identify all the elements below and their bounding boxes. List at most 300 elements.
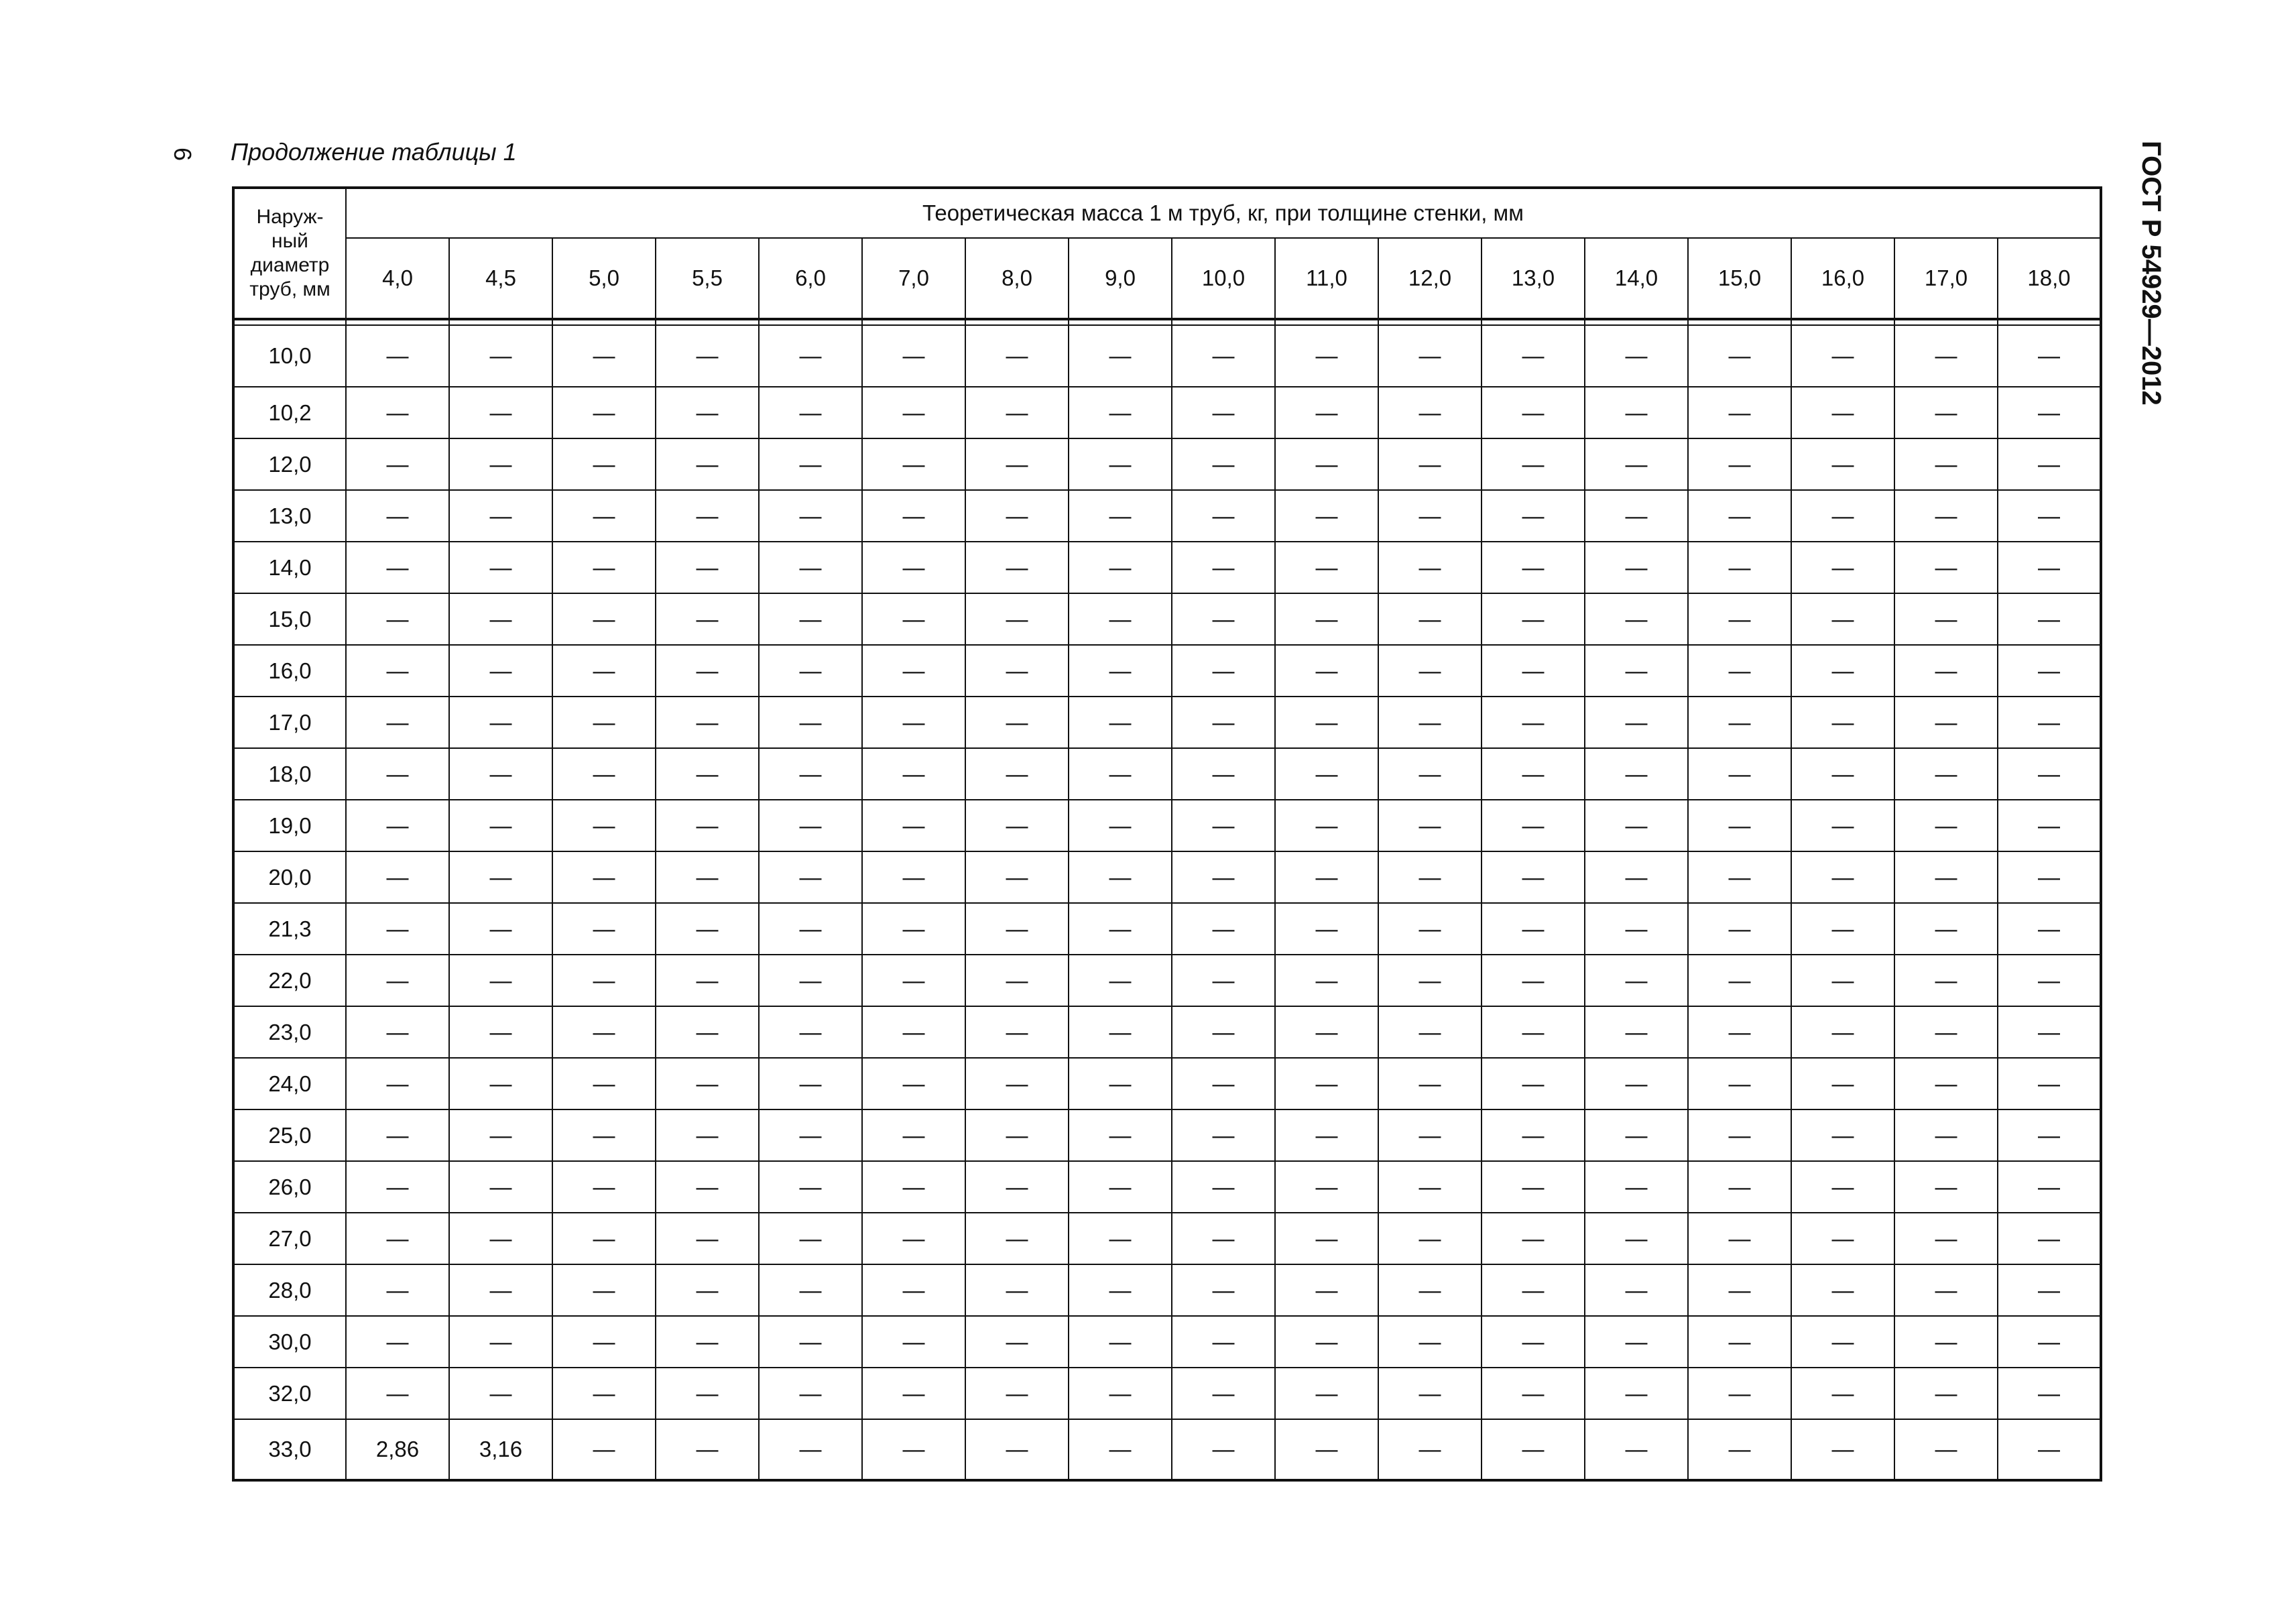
mass-value-cell: —: [449, 800, 552, 851]
mass-value-cell: —: [1069, 645, 1172, 697]
mass-value-cell: —: [759, 490, 862, 542]
mass-value-cell: —: [1998, 955, 2101, 1006]
outer-diameter-cell: 12,0: [233, 438, 346, 490]
mass-value-cell: —: [1585, 490, 1688, 542]
mass-value-cell: —: [862, 645, 965, 697]
mass-value-cell: —: [346, 1316, 449, 1368]
mass-value-cell: —: [1894, 1006, 1998, 1058]
mass-value-cell: —: [1688, 800, 1791, 851]
mass-value-cell: —: [862, 1419, 965, 1480]
table-row: [233, 542, 2101, 593]
mass-value-cell: —: [1585, 542, 1688, 593]
mass-value-cell: —: [1791, 1161, 1894, 1213]
mass-value-cell: —: [1172, 1006, 1275, 1058]
table-row: [233, 1213, 2101, 1264]
wall-thickness-header: 4,0: [346, 238, 449, 319]
mass-value-cell: —: [1894, 800, 1998, 851]
mass-value-cell: —: [552, 1264, 656, 1316]
mass-value-cell: —: [1998, 1316, 2101, 1368]
mass-value-cell: —: [656, 1058, 759, 1109]
mass-value-cell: —: [1275, 748, 1378, 800]
mass-value-cell: —: [1172, 438, 1275, 490]
mass-value-cell: —: [1585, 1368, 1688, 1419]
mass-value-cell: —: [1482, 542, 1585, 593]
outer-diameter-cell: 25,0: [233, 1109, 346, 1161]
mass-value-cell: —: [449, 903, 552, 955]
header-separator-row: [233, 319, 2101, 325]
mass-value-cell: —: [862, 387, 965, 438]
mass-value-cell: —: [1378, 438, 1482, 490]
separator-cell: [1998, 319, 2101, 325]
mass-value-cell: —: [346, 593, 449, 645]
mass-value-cell: —: [656, 1419, 759, 1480]
mass-value-cell: —: [656, 645, 759, 697]
mass-value-cell: —: [1172, 1368, 1275, 1419]
table-row: [233, 1368, 2101, 1419]
mass-value-cell: —: [1585, 800, 1688, 851]
mass-value-cell: —: [1688, 645, 1791, 697]
mass-value-cell: —: [1172, 490, 1275, 542]
mass-value-cell: —: [759, 1161, 862, 1213]
table-row: [233, 645, 2101, 697]
mass-value-cell: —: [1482, 697, 1585, 748]
outer-diameter-cell: 18,0: [233, 748, 346, 800]
mass-value-cell: —: [1069, 1213, 1172, 1264]
mass-value-cell: —: [1069, 325, 1172, 387]
mass-value-cell: —: [862, 903, 965, 955]
mass-value-cell: —: [1998, 851, 2101, 903]
mass-value-cell: —: [346, 387, 449, 438]
mass-value-cell: —: [1894, 490, 1998, 542]
mass-value-cell: —: [1482, 903, 1585, 955]
wall-thickness-header: 10,0: [1172, 238, 1275, 319]
mass-value-cell: —: [1275, 593, 1378, 645]
table-row: [233, 490, 2101, 542]
mass-value-cell: —: [965, 387, 1069, 438]
table-row: [233, 955, 2101, 1006]
mass-value-cell: —: [759, 1058, 862, 1109]
mass-value-cell: —: [1172, 645, 1275, 697]
mass-value-cell: —: [965, 1161, 1069, 1213]
mass-value-cell: —: [1688, 325, 1791, 387]
outer-diameter-header-line: ный: [271, 230, 308, 252]
mass-value-cell: —: [1585, 903, 1688, 955]
mass-value-cell: —: [552, 903, 656, 955]
mass-value-cell: —: [965, 1058, 1069, 1109]
mass-value-cell: —: [346, 325, 449, 387]
mass-value-cell: —: [552, 748, 656, 800]
mass-value-cell: —: [1275, 800, 1378, 851]
mass-value-cell: —: [862, 851, 965, 903]
mass-value-cell: —: [965, 748, 1069, 800]
outer-diameter-cell: 28,0: [233, 1264, 346, 1316]
mass-value-cell: —: [449, 1316, 552, 1368]
mass-value-cell: —: [1378, 325, 1482, 387]
mass-value-cell: —: [1172, 1161, 1275, 1213]
mass-value-cell: —: [1275, 1316, 1378, 1368]
mass-value-cell: —: [1482, 438, 1585, 490]
separator-cell: [1378, 319, 1482, 325]
mass-value-cell: —: [759, 851, 862, 903]
mass-value-cell: —: [346, 1006, 449, 1058]
mass-value-cell: —: [759, 1316, 862, 1368]
mass-value-cell: —: [1894, 903, 1998, 955]
wall-thickness-header: 6,0: [759, 238, 862, 319]
mass-value-cell: —: [1791, 645, 1894, 697]
mass-value-cell: —: [862, 697, 965, 748]
mass-value-cell: —: [1688, 1316, 1791, 1368]
mass-value-cell: —: [656, 697, 759, 748]
mass-value-cell: —: [346, 645, 449, 697]
mass-value-cell: —: [1585, 387, 1688, 438]
mass-value-cell: —: [1688, 903, 1791, 955]
mass-value-cell: —: [449, 387, 552, 438]
mass-value-cell: —: [552, 800, 656, 851]
mass-value-cell: —: [1688, 1264, 1791, 1316]
table-row: [233, 325, 2101, 387]
separator-cell: [346, 319, 449, 325]
mass-value-cell: —: [1069, 1264, 1172, 1316]
separator-cell: [1688, 319, 1791, 325]
mass-value-cell: —: [1894, 1109, 1998, 1161]
mass-value-cell: —: [965, 542, 1069, 593]
mass-value-cell: —: [346, 697, 449, 748]
mass-value-cell: —: [759, 1264, 862, 1316]
mass-value-cell: —: [1172, 325, 1275, 387]
mass-value-cell: —: [1791, 1058, 1894, 1109]
mass-value-cell: —: [449, 593, 552, 645]
mass-value-cell: —: [1378, 645, 1482, 697]
mass-value-cell: —: [552, 490, 656, 542]
mass-value-cell: —: [1172, 800, 1275, 851]
mass-value-cell: —: [1894, 438, 1998, 490]
mass-value-cell: —: [656, 1161, 759, 1213]
outer-diameter-header-line: труб, мм: [249, 278, 330, 300]
mass-value-cell: —: [1998, 1006, 2101, 1058]
mass-value-cell: —: [1998, 490, 2101, 542]
mass-value-cell: —: [1585, 438, 1688, 490]
separator-cell: [1894, 319, 1998, 325]
mass-value-cell: —: [346, 955, 449, 1006]
outer-diameter-cell: 22,0: [233, 955, 346, 1006]
mass-value-cell: —: [1275, 851, 1378, 903]
mass-value-cell: —: [1791, 1109, 1894, 1161]
mass-value-cell: —: [965, 593, 1069, 645]
table-row: [233, 1316, 2101, 1368]
mass-value-cell: —: [552, 1368, 656, 1419]
mass-value-cell: —: [656, 1316, 759, 1368]
mass-value-cell: —: [656, 387, 759, 438]
mass-value-cell: —: [1791, 903, 1894, 955]
mass-value-cell: —: [346, 1213, 449, 1264]
mass-value-cell: —: [1791, 1368, 1894, 1419]
outer-diameter-cell: 32,0: [233, 1368, 346, 1419]
mass-value-cell: —: [1894, 697, 1998, 748]
mass-value-cell: —: [552, 325, 656, 387]
mass-value-cell: —: [1585, 697, 1688, 748]
mass-value-cell: —: [552, 1109, 656, 1161]
table-row: [233, 593, 2101, 645]
outer-diameter-cell: 10,0: [233, 325, 346, 387]
mass-value-cell: —: [759, 325, 862, 387]
mass-value-cell: —: [1688, 748, 1791, 800]
mass-value-cell: —: [1791, 697, 1894, 748]
mass-value-cell: —: [1791, 325, 1894, 387]
mass-value-cell: —: [552, 1161, 656, 1213]
mass-value-cell: —: [1482, 1006, 1585, 1058]
mass-value-cell: —: [1172, 593, 1275, 645]
outer-diameter-cell: 23,0: [233, 1006, 346, 1058]
mass-value-cell: —: [1791, 1006, 1894, 1058]
mass-value-cell: —: [1378, 542, 1482, 593]
mass-value-cell: —: [346, 1264, 449, 1316]
mass-value-cell: —: [862, 1264, 965, 1316]
wall-thickness-header: 5,5: [656, 238, 759, 319]
mass-value-cell: —: [1894, 1058, 1998, 1109]
mass-value-cell: —: [1894, 748, 1998, 800]
mass-value-cell: —: [1275, 645, 1378, 697]
mass-value-cell: —: [759, 697, 862, 748]
mass-value-cell: —: [1482, 1058, 1585, 1109]
wall-thickness-header: 9,0: [1069, 238, 1172, 319]
mass-value-cell: —: [1275, 1264, 1378, 1316]
mass-value-cell: —: [449, 1058, 552, 1109]
outer-diameter-cell: 19,0: [233, 800, 346, 851]
mass-value-cell: —: [862, 438, 965, 490]
theoretical-mass-header: Теоретическая масса 1 м труб, кг, при толщине стенки, мм: [346, 188, 2101, 238]
mass-value-cell: —: [1069, 851, 1172, 903]
mass-value-cell: —: [552, 697, 656, 748]
mass-value-cell: —: [1791, 593, 1894, 645]
mass-value-cell: —: [552, 387, 656, 438]
outer-diameter-header-line: диаметр: [250, 254, 330, 276]
mass-value-cell: —: [1378, 387, 1482, 438]
mass-value-cell: —: [656, 490, 759, 542]
mass-value-cell: —: [449, 490, 552, 542]
table-row: [233, 1264, 2101, 1316]
mass-value-cell: —: [759, 438, 862, 490]
mass-value-cell: —: [965, 1213, 1069, 1264]
mass-value-cell: —: [1894, 851, 1998, 903]
mass-value-cell: —: [449, 542, 552, 593]
mass-value-cell: —: [449, 1213, 552, 1264]
mass-value-cell: —: [552, 542, 656, 593]
mass-value-cell: —: [1998, 1419, 2101, 1480]
mass-value-cell: —: [1275, 542, 1378, 593]
mass-value-cell: —: [1482, 387, 1585, 438]
mass-value-cell: —: [1069, 387, 1172, 438]
mass-value-cell: —: [1275, 325, 1378, 387]
mass-value-cell: —: [862, 748, 965, 800]
mass-value-cell: —: [1275, 1058, 1378, 1109]
outer-diameter-cell: 21,3: [233, 903, 346, 955]
mass-value-cell: —: [1585, 955, 1688, 1006]
mass-value-cell: —: [1998, 1109, 2101, 1161]
mass-value-cell: —: [1275, 490, 1378, 542]
mass-value-cell: —: [1069, 697, 1172, 748]
mass-value-cell: —: [1482, 1109, 1585, 1161]
wall-thickness-header: 5,0: [552, 238, 656, 319]
mass-value-cell: —: [1482, 1419, 1585, 1480]
mass-value-cell: —: [1894, 325, 1998, 387]
outer-diameter-cell: 16,0: [233, 645, 346, 697]
separator-cell: [1791, 319, 1894, 325]
mass-value-cell: —: [1069, 490, 1172, 542]
outer-diameter-cell: 17,0: [233, 697, 346, 748]
mass-value-cell: —: [1585, 1419, 1688, 1480]
wall-thickness-header: 17,0: [1894, 238, 1998, 319]
mass-value-cell: —: [759, 645, 862, 697]
mass-value-cell: —: [965, 1109, 1069, 1161]
table-row: [233, 697, 2101, 748]
mass-value-cell: —: [449, 697, 552, 748]
mass-value-cell: —: [1688, 697, 1791, 748]
mass-value-cell: —: [965, 645, 1069, 697]
mass-value-cell: —: [1688, 438, 1791, 490]
mass-value-cell: —: [346, 1058, 449, 1109]
mass-value-cell: —: [656, 748, 759, 800]
mass-value-cell: —: [759, 800, 862, 851]
mass-value-cell: —: [759, 955, 862, 1006]
mass-value-cell: —: [1894, 1264, 1998, 1316]
mass-value-cell: —: [1688, 955, 1791, 1006]
separator-cell: [1275, 319, 1378, 325]
separator-cell: [862, 319, 965, 325]
mass-value-cell: —: [1585, 1264, 1688, 1316]
mass-value-cell: —: [656, 1109, 759, 1161]
mass-value-cell: —: [1378, 1006, 1482, 1058]
mass-value-cell: —: [449, 851, 552, 903]
mass-value-cell: —: [1688, 593, 1791, 645]
mass-value-cell: —: [449, 1109, 552, 1161]
mass-value-cell: —: [1585, 1316, 1688, 1368]
mass-value-cell: —: [1172, 387, 1275, 438]
mass-value-cell: —: [656, 438, 759, 490]
mass-value-cell: —: [1378, 851, 1482, 903]
wall-thickness-header: 18,0: [1998, 238, 2101, 319]
mass-value-cell: —: [1998, 1264, 2101, 1316]
mass-value-cell: —: [1688, 1161, 1791, 1213]
mass-value-cell: —: [1378, 1419, 1482, 1480]
mass-value-cell: —: [1791, 438, 1894, 490]
mass-value-cell: —: [1378, 748, 1482, 800]
mass-value-cell: —: [965, 1419, 1069, 1480]
mass-value-cell: —: [346, 800, 449, 851]
mass-value-cell: —: [862, 800, 965, 851]
mass-value-cell: —: [759, 1419, 862, 1480]
mass-value-cell: —: [1378, 490, 1482, 542]
mass-value-cell: —: [1069, 800, 1172, 851]
mass-value-cell: —: [759, 387, 862, 438]
mass-value-cell: —: [346, 903, 449, 955]
wall-thickness-header: 8,0: [965, 238, 1069, 319]
mass-value-cell: —: [1482, 593, 1585, 645]
mass-value-cell: —: [1688, 1006, 1791, 1058]
mass-value-cell: —: [1585, 325, 1688, 387]
table-caption: Продолжение таблицы 1: [231, 138, 517, 166]
mass-value-cell: —: [656, 955, 759, 1006]
mass-value-cell: —: [449, 1006, 552, 1058]
mass-value-cell: —: [1482, 1213, 1585, 1264]
mass-value-cell: —: [1894, 1213, 1998, 1264]
mass-value-cell: —: [1998, 542, 2101, 593]
mass-value-cell: —: [1275, 1368, 1378, 1419]
mass-value-cell: —: [1069, 903, 1172, 955]
table-row: [233, 800, 2101, 851]
mass-value-cell: —: [862, 1161, 965, 1213]
mass-value-cell: —: [449, 1264, 552, 1316]
outer-diameter-cell: 33,0: [233, 1419, 346, 1480]
mass-value-cell: —: [965, 800, 1069, 851]
separator-cell: [233, 319, 346, 325]
mass-value-cell: —: [862, 1316, 965, 1368]
mass-value-cell: —: [1378, 1264, 1482, 1316]
mass-value-cell: —: [449, 748, 552, 800]
mass-value-cell: —: [1894, 1368, 1998, 1419]
mass-value-cell: —: [1275, 1006, 1378, 1058]
mass-value-cell: —: [1275, 903, 1378, 955]
mass-value-cell: 2,86: [346, 1419, 449, 1480]
mass-value-cell: —: [759, 903, 862, 955]
mass-value-cell: —: [346, 748, 449, 800]
mass-value-cell: —: [1378, 800, 1482, 851]
mass-value-cell: —: [1998, 593, 2101, 645]
mass-value-cell: —: [1378, 593, 1482, 645]
outer-diameter-cell: 15,0: [233, 593, 346, 645]
outer-diameter-cell: 14,0: [233, 542, 346, 593]
mass-value-cell: —: [759, 1109, 862, 1161]
mass-value-cell: —: [1688, 542, 1791, 593]
mass-value-cell: —: [346, 490, 449, 542]
mass-value-cell: —: [1791, 542, 1894, 593]
mass-value-cell: —: [552, 1058, 656, 1109]
mass-value-cell: —: [1894, 1419, 1998, 1480]
table-row: [233, 851, 2101, 903]
mass-value-cell: —: [1069, 1419, 1172, 1480]
table-row: [233, 1419, 2101, 1480]
outer-diameter-cell: 20,0: [233, 851, 346, 903]
outer-diameter-header: [233, 188, 346, 319]
mass-value-cell: —: [1069, 1316, 1172, 1368]
mass-value-cell: —: [1482, 325, 1585, 387]
outer-diameter-header-line: Наруж-: [256, 206, 324, 228]
mass-value-cell: —: [449, 645, 552, 697]
outer-diameter-cell: 10,2: [233, 387, 346, 438]
mass-value-cell: —: [1378, 1161, 1482, 1213]
mass-value-cell: —: [1585, 1109, 1688, 1161]
mass-value-cell: —: [1069, 1006, 1172, 1058]
mass-value-cell: —: [1894, 593, 1998, 645]
table-row: [233, 748, 2101, 800]
mass-value-cell: —: [1998, 1058, 2101, 1109]
mass-value-cell: —: [1585, 1058, 1688, 1109]
wall-thickness-header: 16,0: [1791, 238, 1894, 319]
mass-value-cell: —: [1482, 1264, 1585, 1316]
mass-value-cell: —: [1998, 748, 2101, 800]
mass-value-cell: —: [1998, 645, 2101, 697]
mass-value-cell: —: [862, 1368, 965, 1419]
mass-value-cell: —: [1482, 955, 1585, 1006]
mass-value-cell: —: [1998, 1161, 2101, 1213]
mass-value-cell: —: [862, 1109, 965, 1161]
mass-value-cell: —: [1275, 697, 1378, 748]
mass-value-cell: —: [449, 1368, 552, 1419]
mass-value-cell: —: [1791, 1419, 1894, 1480]
wall-thickness-header: 14,0: [1585, 238, 1688, 319]
page-number: 6: [169, 147, 197, 162]
mass-value-cell: —: [656, 851, 759, 903]
mass-value-cell: —: [1275, 1161, 1378, 1213]
